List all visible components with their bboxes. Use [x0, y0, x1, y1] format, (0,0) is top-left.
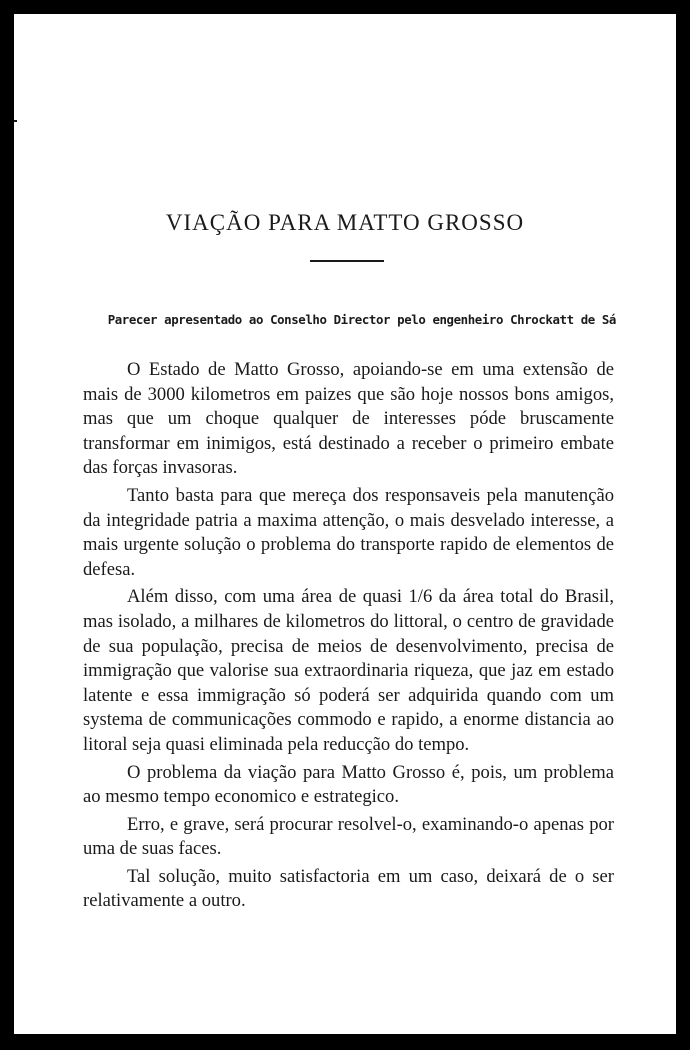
- body-text: [83, 358, 614, 917]
- stray-mark: [14, 120, 17, 122]
- page-title: VIAÇÃO PARA MATTO GROSSO: [165, 210, 525, 235]
- subtitle: Parecer apresentado ao Conselho Director pelo engenheiro Chrockatt de Sá: [107, 312, 616, 327]
- paragraph: O Estado de Matto Grosso, apoiando-se em uma extensão de mais de 3000 kilometros em paizes que são hoje nossos bons amigos, mas que um choque qualquer de interesses póde bruscamente transformar em inimigos, está destinado a receber o primeiro embate das forças invasoras.: [83, 359, 614, 479]
- document-page: [14, 14, 676, 1034]
- paragraph: Erro, e grave, será procurar resolvel-o, examinando-o apenas por uma de suas faces.: [83, 813, 614, 860]
- paragraph: Tal solução, muito satisfactoria em um caso, deixará de o ser relativamente a outro.: [83, 865, 614, 912]
- title-divider: [310, 260, 384, 262]
- paragraph: Além disso, com uma área de quasi 1/6 da área total do Brasil, mas isolado, a milhares de kilometros do littoral, o centro de gravidade de sua população, precisa de meios de desenvolvimento, precisa de immigração que valorise sua extraordinaria riqueza, que jaz em estado latente e essa immigração só poderá ser adquirida quando com um systema de communicações commodo e rapido, a enorme distancia ao litoral seja quasi eliminada pela reducção do tempo.: [83, 586, 614, 755]
- paragraph: Tanto basta para que mereça dos responsaveis pela manutenção da integridade patria a maxima attenção, o mais desvelado interesse, a mais urgente solução o problema do transporte rapido de elementos de defesa.: [83, 484, 614, 580]
- paragraph: O problema da viação para Matto Grosso é, pois, um problema ao mesmo tempo economico e estrategico.: [83, 761, 614, 808]
